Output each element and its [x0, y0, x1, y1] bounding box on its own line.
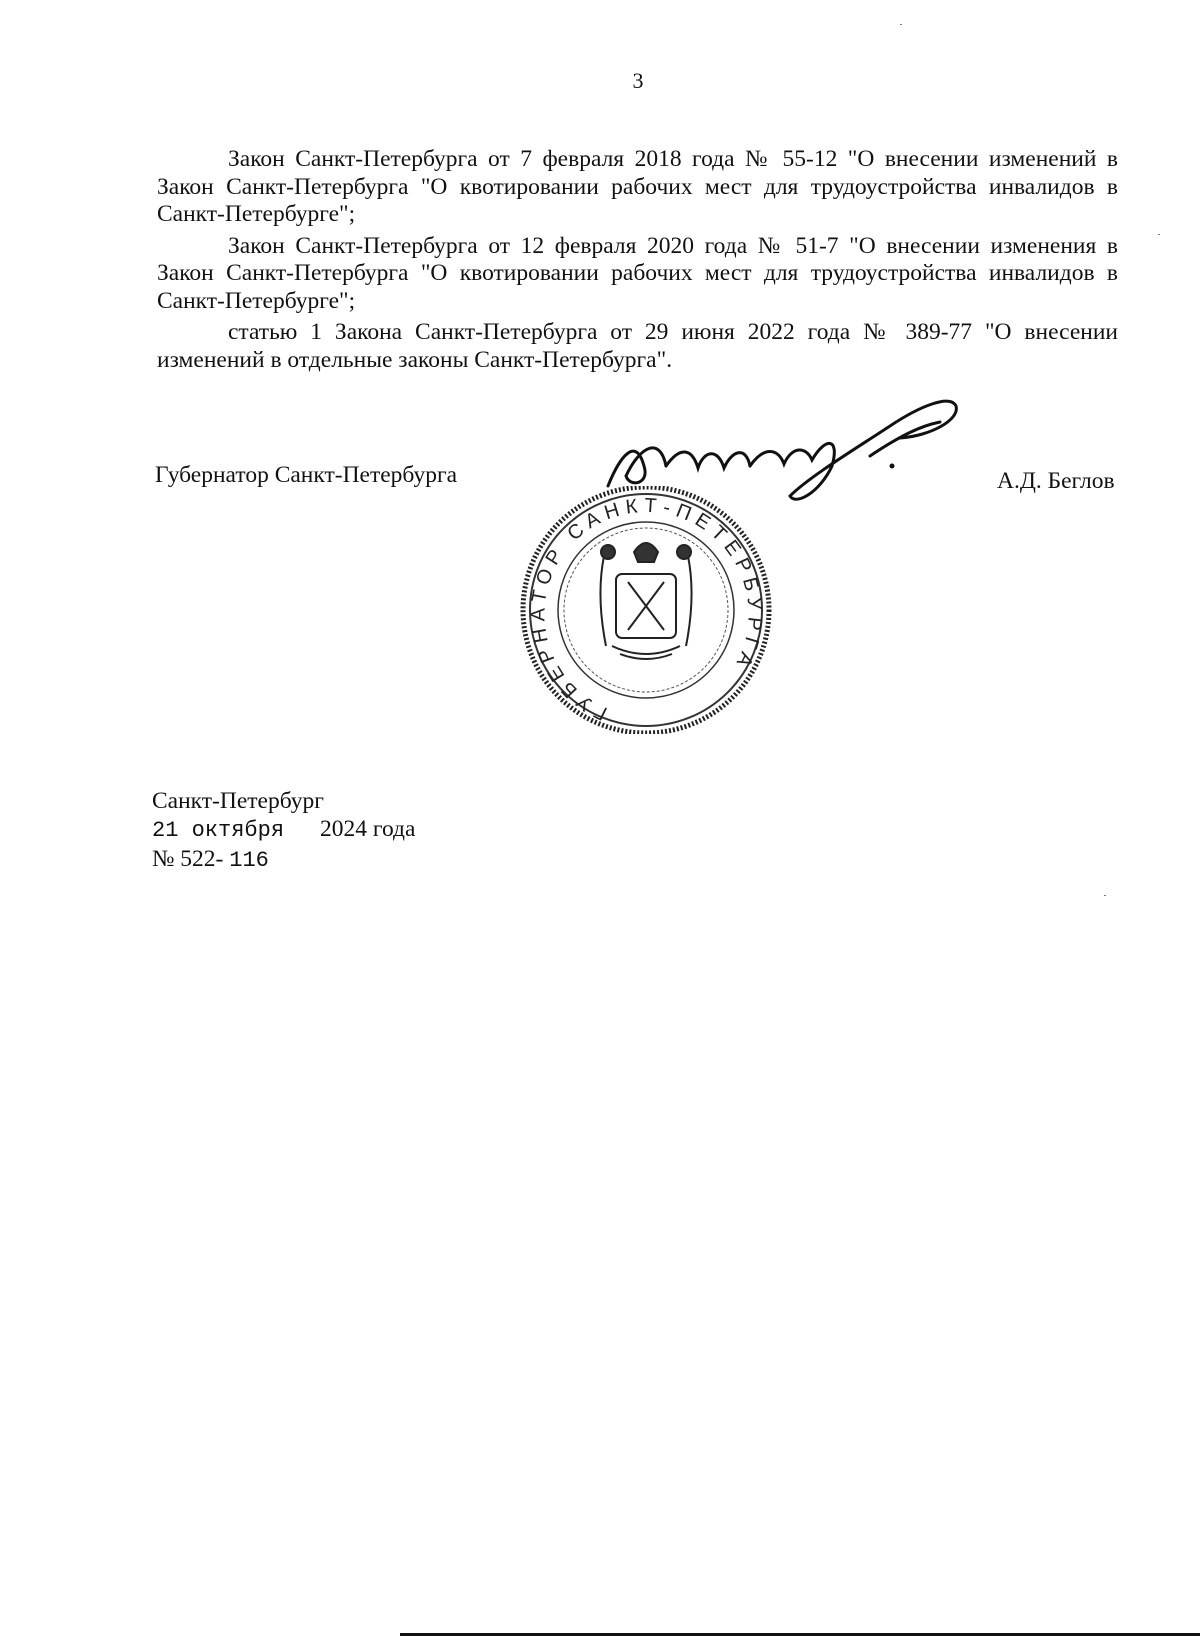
date-of-signing [152, 815, 415, 845]
paragraph-1: Закон Санкт-Петербурга от 7 февраля 2018 года № 55-12 "О внесении изменений в Закон Санкт-Петербурга "О квотировании рабочих мест для трудоустройства инвалидов в Санкт-Петербурге"; [157, 146, 1118, 227]
scan-speck [1158, 234, 1160, 235]
signature-icon [600, 396, 980, 516]
document-footer [152, 787, 415, 875]
date-day-month: 21 октября [152, 818, 285, 843]
document-number [152, 845, 415, 875]
page-number: 3 [632, 68, 644, 93]
scan-speck [900, 24, 902, 25]
document-body [157, 146, 1118, 378]
signatory-name: А.Д. Беглов [997, 468, 1115, 494]
document-number-suffix: 116 [229, 848, 269, 873]
document-number-prefix: № 522- [152, 846, 224, 872]
svg-text:ГУБЕРНАТОР САНКТ-ПЕТЕРБУРГА: ГУБЕРНАТОР САНКТ-ПЕТЕРБУРГА [527, 494, 766, 725]
handwritten-signature [600, 396, 980, 516]
seal-icon [516, 486, 776, 734]
scan-speck [1104, 895, 1106, 896]
paragraph-3: статью 1 Закона Санкт-Петербурга от 29 июня 2022 года № 389-77 "О внесении изменений в отдельные законы Санкт-Петербурга". [157, 319, 1118, 373]
paragraph-2: Закон Санкт-Петербурга от 12 февраля 2020 года № 51-7 "О внесении изменения в Закон Санкт-Петербурга "О квотировании рабочих мест для трудоустройства инвалидов в Санкт-Петербурге"; [157, 232, 1118, 314]
official-seal [516, 486, 776, 734]
signatory-title: Губернатор Санкт-Петербурга [155, 462, 458, 488]
date-year: 2024 года [320, 816, 416, 842]
bottom-edge-line [400, 1633, 1200, 1636]
place-of-signing: Санкт-Петербург [152, 788, 324, 814]
